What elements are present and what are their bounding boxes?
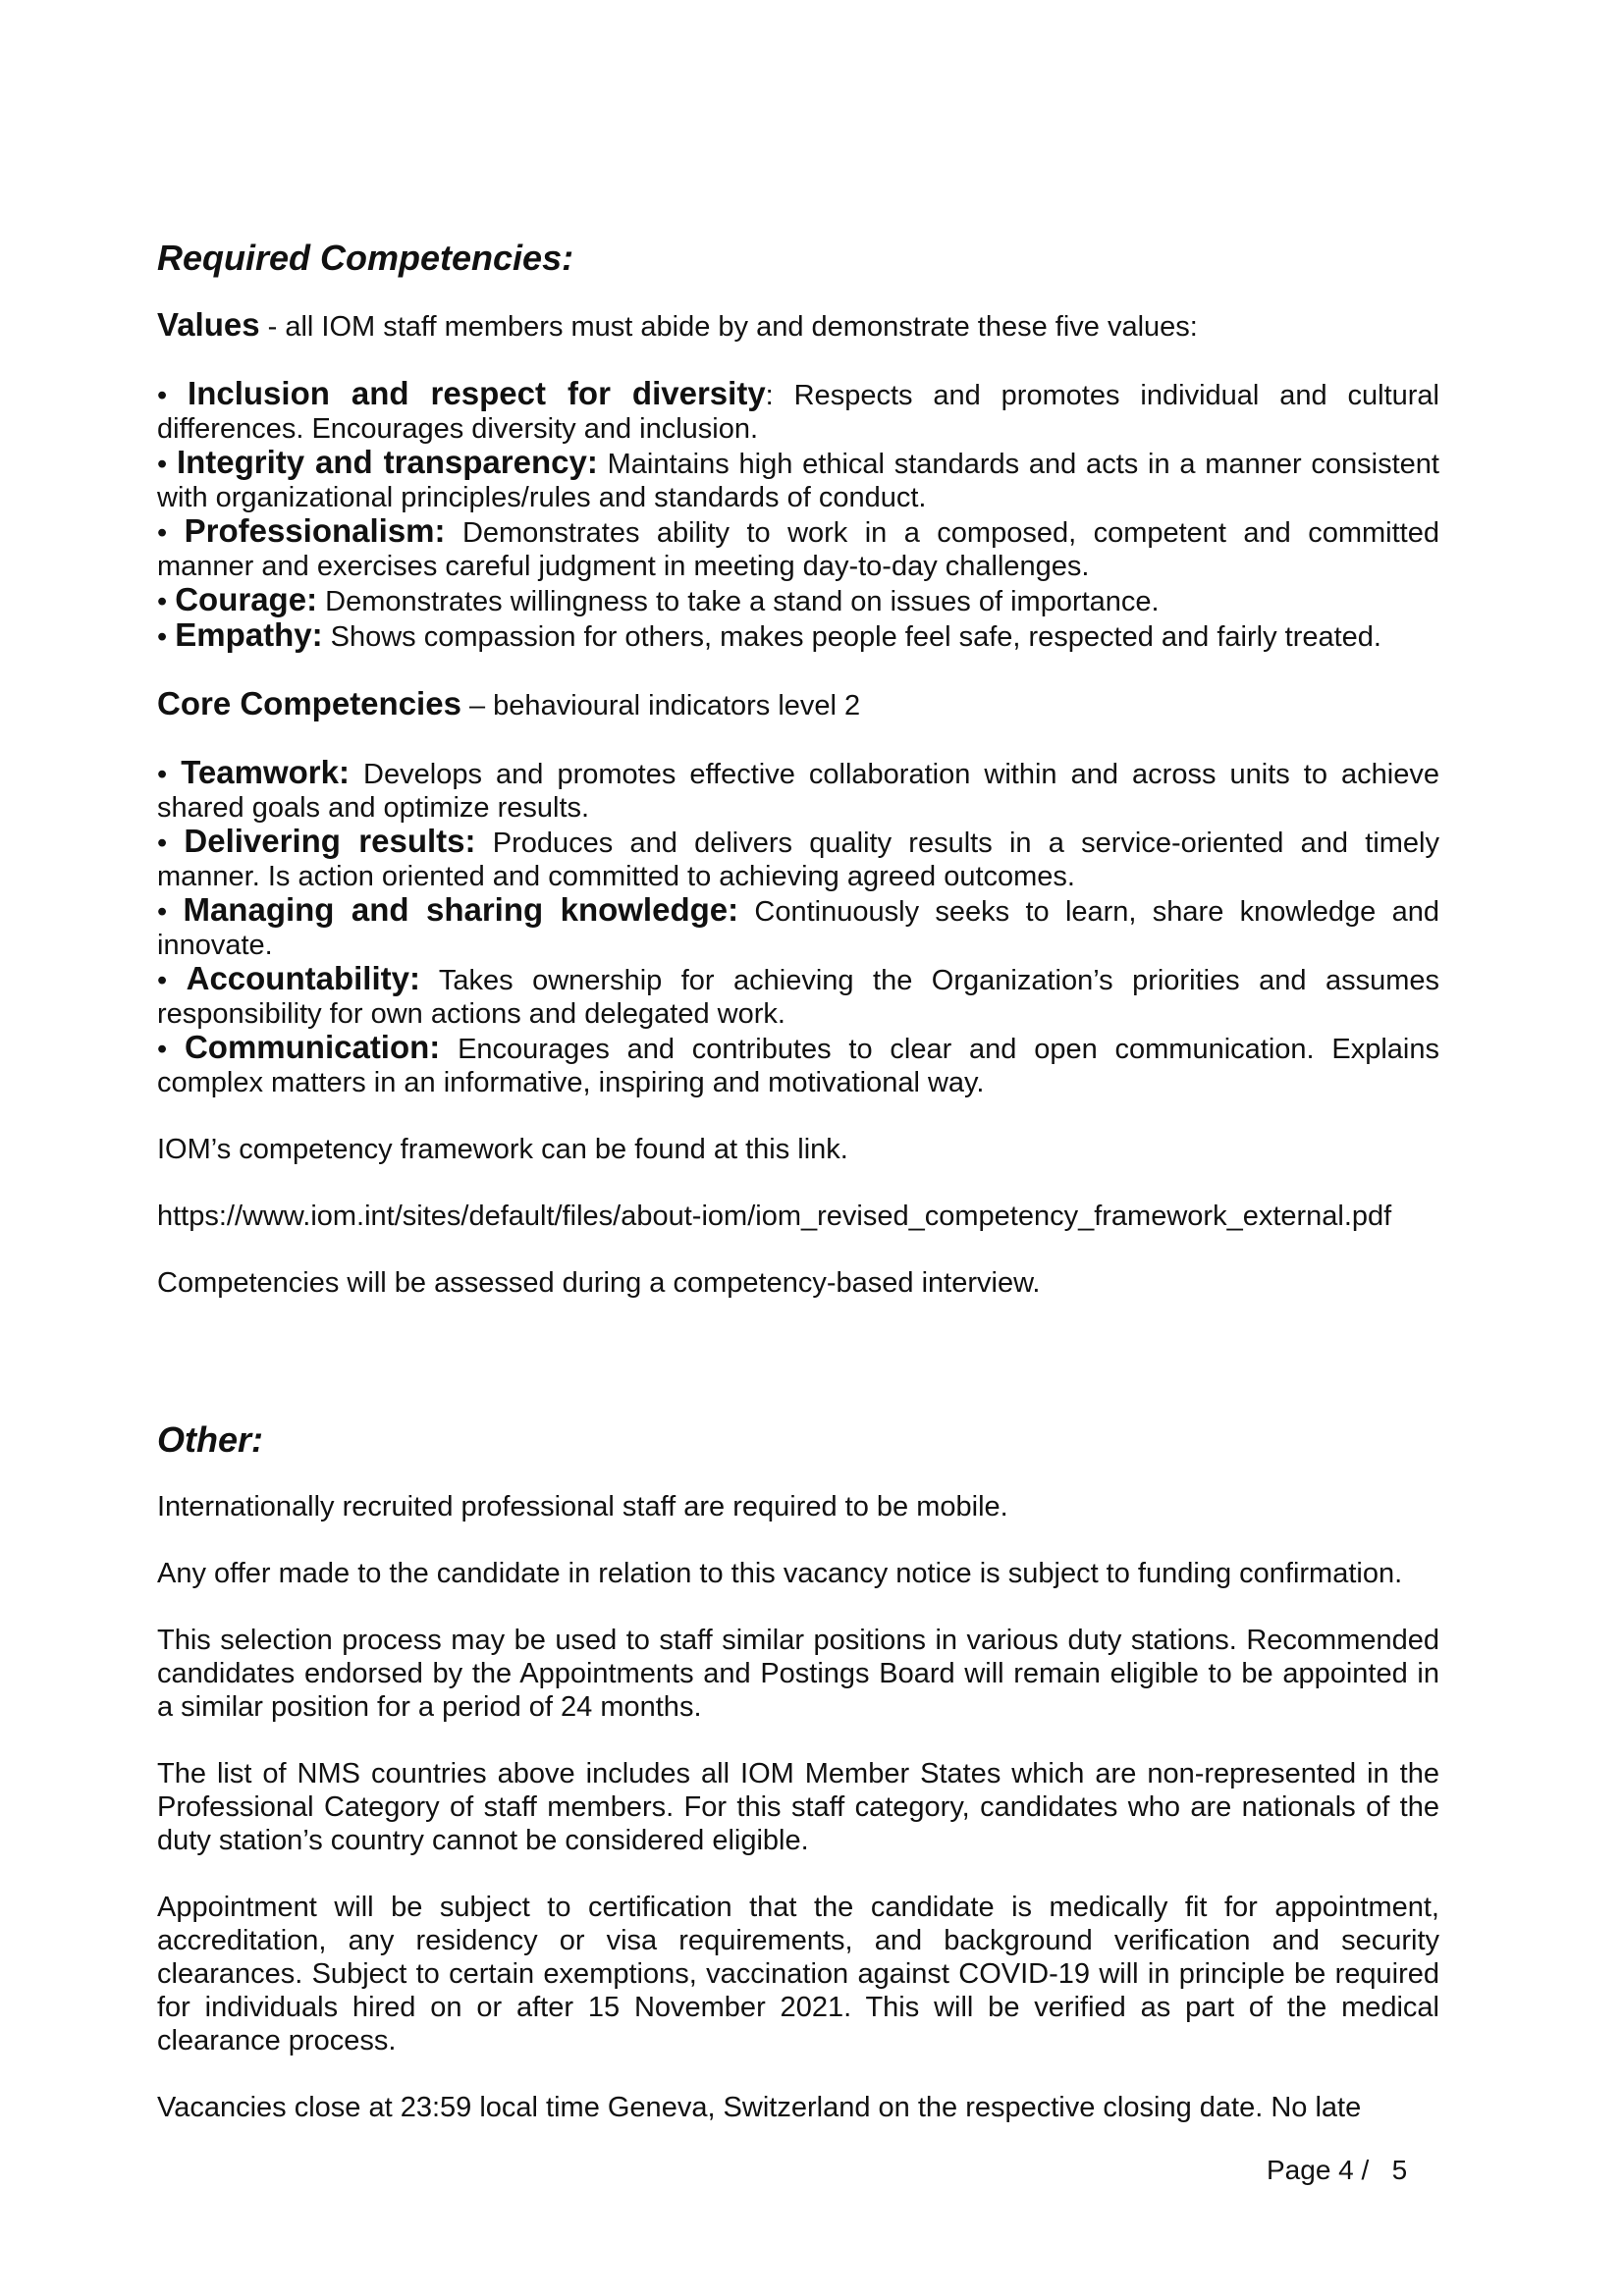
value-item: • Professionalism: Demonstrates ability to work in a composed, competent and committed manner and exercises careful judgment in meeting day-to-day challenges. xyxy=(157,512,1439,582)
core-text: Produces and delivers quality results in a service-oriented and timely manner. Is action oriented and committed to achieving agreed outcomes. xyxy=(157,828,1439,892)
core-term: Managing and sharing knowledge: xyxy=(183,891,739,928)
core-competencies-intro xyxy=(157,687,1439,722)
core-term: Delivering results: xyxy=(184,823,476,859)
core-text: Encourages and contributes to clear and open communication. Explains complex matters in an informative, inspiring and motivational way. xyxy=(157,1034,1440,1098)
other-paragraph: Vacancies close at 23:59 local time Geneva, Switzerland on the respective closing date. No late xyxy=(157,2092,1362,2123)
framework-text: IOM’s competency framework can be found at this link. xyxy=(157,1134,848,1165)
core-item: • Delivering results: Produces and delivers quality results in a service-oriented and timely manner. Is action oriented and committed to achieving agreed outcomes. xyxy=(157,823,1439,892)
assessment-text: Competencies will be assessed during a competency-based interview. xyxy=(157,1267,1041,1299)
values-intro xyxy=(157,308,1439,344)
page-number: Page 4 / 5 xyxy=(1267,2155,1408,2185)
other-paragraph: Appointment will be subject to certification that the candidate is medically fit for appointment, accreditation, any residency or visa requirements, and background verification and security clearances. Subject to certain exemptions, vaccination against COVID-19 will in principle be required for individuals hired on or after 15 November 2021. This will be verified as part of the medical clearance process. xyxy=(157,1892,1439,2056)
value-text: Respects and promotes individual and cultural differences. Encourages diversity and inclusion. xyxy=(157,380,1439,445)
value-term: Professionalism: xyxy=(184,512,446,549)
value-text: Shows compassion for others, makes people feel safe, respected and fairly treated. xyxy=(322,621,1381,653)
core-text: Takes ownership for achieving the Organization’s priorities and assumes responsibility for own actions and delegated work. xyxy=(157,965,1439,1030)
other-paragraph: Any offer made to the candidate in relation to this vacancy notice is subject to funding confirmation. xyxy=(157,1558,1403,1589)
value-term: Empathy: xyxy=(175,616,323,653)
framework-link[interactable]: https://www.iom.int/sites/default/files/about-iom/iom_revised_competency_framework_external.pdf xyxy=(157,1201,1392,1232)
core-item: • Managing and sharing knowledge: Continuously seeks to learn, share knowledge and innovate. xyxy=(157,891,1440,961)
core-competencies-intro-text: – behavioural indicators level 2 xyxy=(460,690,861,721)
values-label: Values xyxy=(157,306,260,343)
value-item: • Integrity and transparency: Maintains high ethical standards and acts in a manner consistent with organizational principles/rules and standards of conduct. xyxy=(157,444,1439,513)
core-item: • Accountability: Takes ownership for achieving the Organization’s priorities and assumes responsibility for own actions and delegated work. xyxy=(157,960,1439,1030)
core-term: Teamwork: xyxy=(181,754,350,790)
core-competencies-label: Core Competencies xyxy=(157,685,461,721)
value-text: Demonstrates willingness to take a stand on issues of importance. xyxy=(317,586,1160,617)
value-item: • Empathy: Shows compassion for others, makes people feel safe, respected and fairly treated. xyxy=(157,616,1381,653)
value-item: • Courage: Demonstrates willingness to take a stand on issues of importance. xyxy=(157,581,1160,617)
value-text: Demonstrates ability to work in a composed, competent and committed manner and exercises careful judgment in meeting day-to-day challenges. xyxy=(157,517,1439,582)
core-item: • Communication: Encourages and contributes to clear and open communication. Explains complex matters in an informative, inspiring and motivational way. xyxy=(157,1029,1440,1098)
other-paragraph: This selection process may be used to staff similar positions in various duty stations. Recommended candidates endorsed by the Appointments and Postings Board will remain eligible to be appointed in a similar position for a period of 24 months. xyxy=(157,1625,1439,1723)
core-text: Develops and promotes effective collaboration within and across units to achieve shared goals and optimize results. xyxy=(157,759,1439,824)
value-sep: : xyxy=(765,380,774,411)
value-item: • Inclusion and respect for diversity: Respects and promotes individual and cultural differences. Encourages diversity and inclusion. xyxy=(157,375,1439,445)
core-text: Continuously seeks to learn, share knowledge and innovate. xyxy=(157,896,1440,961)
values-intro-text: - all IOM staff members must abide by and demonstrate these five values: xyxy=(259,311,1198,343)
core-term: Accountability: xyxy=(186,960,420,996)
value-term: Courage: xyxy=(175,581,318,617)
document-page xyxy=(157,236,1439,2124)
other-paragraph: Internationally recruited professional staff are required to be mobile. xyxy=(157,1491,1008,1522)
core-item: • Teamwork: Develops and promotes effective collaboration within and across units to achieve shared goals and optimize results. xyxy=(157,754,1439,824)
value-term: Integrity and transparency: xyxy=(176,444,598,480)
value-term: Inclusion and respect for diversity xyxy=(188,375,766,411)
core-term: Communication: xyxy=(184,1029,441,1065)
other-paragraph: The list of NMS countries above includes all IOM Member States which are non-represented in the Professional Category of staff members. For this staff category, candidates who are nationals of the duty station’s country cannot be considered eligible. xyxy=(157,1758,1439,1856)
section-heading-required-competencies: Required Competencies: xyxy=(157,238,574,278)
value-text: Maintains high ethical standards and acts in a manner consistent with organizational principles/rules and standards of conduct. xyxy=(157,449,1439,513)
section-heading-other: Other: xyxy=(157,1419,263,1460)
